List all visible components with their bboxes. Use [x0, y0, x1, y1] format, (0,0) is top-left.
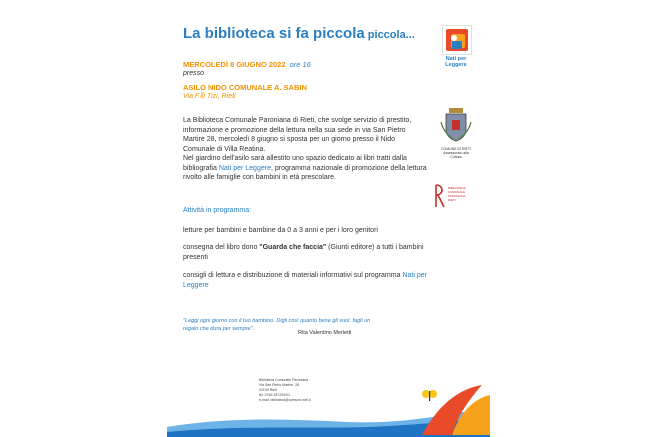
butterfly-icon: [422, 390, 437, 401]
biblioteca-logo: [433, 183, 473, 211]
title-main: La biblioteca si fa piccola: [183, 25, 365, 42]
event-time: ore 16: [289, 60, 311, 69]
program-item: [183, 271, 428, 290]
nati-per-leggere-label: [442, 56, 470, 68]
quote-author: Rita Valentino Merletti: [298, 330, 352, 336]
program-item: letture per bambini e bambine da 0 a 3 anni e per i loro genitori: [183, 227, 378, 234]
nati-per-leggere-logo: [442, 25, 470, 67]
biblioteca-line: COMUNALE: [448, 190, 466, 194]
quote: "Leggi ogni giorno con il tuo bambino. Digli così quanto bene gli vuoi, fagli un regalo che dura per sempre".: [183, 318, 371, 332]
logo-line: Nati per: [445, 56, 467, 62]
venue-address: Via F.lli Tizi, Rieti: [183, 93, 236, 100]
footer-line: e-mail: biblioteca@comune.rieti.it: [259, 398, 311, 402]
garden-text-a: Nel giardino dell'asilo sarà allestito uno spazio dedicato ai libri tratti dalla bibliografia: [183, 155, 407, 172]
item2-text-a: consegna del libro dono: [183, 244, 260, 251]
footer-line: 02100 Rieti: [259, 388, 277, 392]
biblioteca-line: BIBLIOTECA: [448, 186, 466, 190]
comune-crest-logo: [438, 108, 474, 158]
crest-icon: [438, 108, 474, 142]
nati-per-leggere-link[interactable]: Nati per Leggere: [218, 164, 271, 172]
wave-decoration: [167, 377, 490, 437]
caption-line: COMUNE DI RIETI: [441, 147, 471, 151]
biblioteca-line: RIETI: [448, 198, 456, 202]
nati-per-leggere-link[interactable]: Nati per Leggere: [183, 272, 427, 289]
program-heading: Attività in programma:: [183, 207, 252, 214]
footer-line: Biblioteca Comunale Paroniana: [259, 378, 309, 382]
item2-text-b: (Giunti editore) a tutti i bambini presenti: [183, 244, 424, 261]
logo-line: Leggere: [445, 62, 467, 68]
venue-name: ASILO NIDO COMUNALE A. SABIN: [183, 83, 307, 92]
biblioteca-line: PARONIANA: [448, 194, 466, 198]
event-date-text: MERCOLEDÌ 8 GIUGNO 2022: [183, 60, 286, 69]
caption-line: Assessorato alla Cultura: [443, 151, 469, 159]
footer-line: Via San Pietro Martire, 28: [259, 383, 300, 387]
footer-line: tel. 0746 287200/01: [259, 393, 290, 397]
item3-text-a: consigli di lettura e distribuzione di materiali informativi sul programma: [183, 272, 403, 279]
event-date: [183, 60, 311, 69]
garden-paragraph: [183, 154, 428, 183]
garden-text-b: , programma nazionale di promozione della lettura rivolto alle famiglie con bambini in età prescolare.: [183, 164, 427, 181]
comune-caption: [438, 147, 474, 159]
title-suffix: piccola...: [364, 29, 415, 41]
page-title: [183, 25, 415, 42]
biblioteca-monogram-icon: [433, 183, 447, 209]
biblioteca-text: [448, 186, 466, 202]
program-item: [183, 243, 428, 262]
presso-label: presso: [183, 70, 205, 77]
intro-paragraph: La Biblioteca Comunale Paroniana di Rieti, che svolge servizio di prestito, informazione e promozione della lettura nella sua sede in via San Pietro Martire 28, mercoledì 8 giugno si sposta per un giorno presso il Nido Comunale di Villa Reatina.: [183, 117, 412, 153]
book-title: "Guarda che faccia": [259, 244, 327, 251]
nati-per-leggere-icon: [442, 25, 472, 55]
